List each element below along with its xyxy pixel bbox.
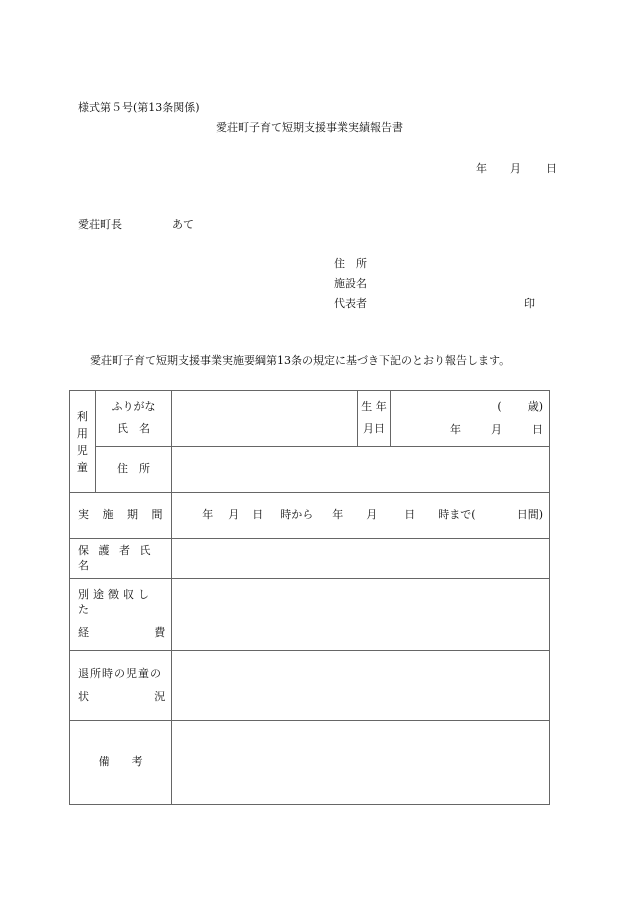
child-name-field[interactable] [172, 391, 358, 447]
fee-label-char-b: 費 [154, 625, 166, 639]
remarks-row [70, 721, 550, 805]
child-label [70, 391, 96, 493]
birth-day-label: 日 [532, 422, 543, 436]
period-row [70, 493, 550, 539]
form-number: 様式第５号(第13条関係) [78, 101, 200, 114]
fee-label-char-a: 経 [78, 625, 89, 639]
addressee-name: 愛荘町長 [78, 218, 122, 231]
remarks-field[interactable] [172, 721, 550, 805]
age-unit: 歳) [527, 399, 543, 413]
child-label-char: 童 [76, 460, 88, 474]
child-label-char: 利 [76, 409, 88, 423]
document-title: 愛荘町子育て短期支援事業実績報告書 [216, 121, 403, 134]
birth-label-cell [358, 391, 391, 447]
period-start-hour: 時から [280, 508, 314, 522]
child-address-field[interactable] [172, 447, 550, 493]
date-month-label: 月 [510, 162, 521, 175]
furigana-label: ふりがな [111, 400, 156, 414]
child-name-row [70, 391, 550, 447]
name-label-cell [95, 391, 171, 447]
date-day-label: 日 [546, 162, 557, 175]
status-label-char-a: 状 [78, 689, 89, 703]
report-table [69, 390, 550, 805]
period-end-hour: 時まで( [438, 508, 476, 522]
child-address-label: 住 所 [95, 447, 171, 493]
period-end-month: 月 [366, 508, 378, 522]
remarks-label: 備 考 [70, 721, 172, 805]
date-year-label: 年 [476, 162, 487, 175]
guardian-field[interactable] [172, 539, 550, 579]
age-open: ( [497, 399, 502, 413]
name-label: 氏 名 [117, 422, 151, 435]
period-start-month: 月 [228, 508, 240, 522]
status-field[interactable] [172, 651, 550, 721]
fee-label-line1: 別途徴収した [78, 588, 153, 617]
birth-month-label: 月 [491, 422, 502, 436]
birth-label-line2: 月日 [363, 422, 386, 435]
period-field[interactable] [172, 493, 550, 539]
period-label: 実 施 期 間 [70, 493, 172, 539]
fee-field[interactable] [172, 579, 550, 651]
reporter-address-label: 住 所 [334, 257, 367, 270]
child-label-char: 児 [76, 443, 88, 457]
fee-label [70, 579, 172, 651]
status-label [70, 651, 172, 721]
period-total-days: 日間) [516, 508, 543, 522]
seal-mark: 印 [524, 297, 535, 310]
child-label-char: 用 [76, 426, 88, 440]
birth-date-field[interactable] [391, 391, 550, 447]
guardian-label: 保 護 者 氏 名 [70, 539, 172, 579]
fee-row [70, 579, 550, 651]
status-row [70, 651, 550, 721]
reporter-facility-label: 施設名 [334, 277, 367, 290]
report-statement: 愛荘町子育て短期支援事業実施要綱第13条の規定に基づき下記のとおり報告します。 [90, 354, 511, 367]
birth-label-line1: 生 年 [361, 400, 387, 414]
status-label-char-b: 況 [154, 689, 166, 703]
status-label-line1: 退所時の児童の [78, 666, 162, 680]
period-start-day: 日 [252, 508, 264, 522]
child-address-row [70, 447, 550, 493]
guardian-row [70, 539, 550, 579]
period-end-year: 年 [332, 508, 344, 522]
reporter-representative-label: 代表者 [334, 297, 367, 310]
addressee-suffix: あて [172, 218, 194, 231]
birth-year-label: 年 [450, 422, 461, 436]
period-end-day: 日 [404, 508, 416, 522]
period-start-year: 年 [202, 508, 214, 522]
